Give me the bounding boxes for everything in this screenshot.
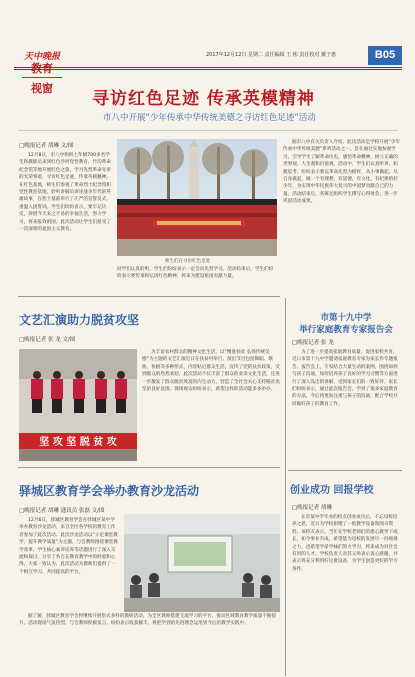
article2-text: 为丰富农村群众的精神文化生活，以“精准扶贫 弘扬传统美德”为主题的文艺汇演近日在扶贫村举行。演出节目包括舞蹈、歌曲、快板等多种形式，内容贴近群众生活，宣传了党的扶贫政策，受到群众的热烈欢迎。此次活动不仅丰富了群众的业余文化生活，还进一步激发了群众脱贫致富的内生动力，营造了全社会关心支持脱贫攻坚的良好氛围。现场观众纷纷表示，希望这样的活动能多多举办。 [142, 350, 280, 393]
section-badge-line1: 教育 [31, 62, 53, 75]
article1-photo [117, 139, 277, 256]
article1-headline: 寻访红色足迹 传承英模精神 [92, 89, 315, 109]
article1-subhead: 市八中开展“少年传承中华传统美德之寻访红色足迹”活动 [103, 113, 316, 123]
article1-photo-caption: 师生们在寻访红色足迹 [165, 259, 210, 264]
masthead [14, 46, 402, 65]
divider [18, 296, 280, 297]
article2-headline: 文艺汇演助力脱贫攻坚 [19, 313, 140, 327]
article1-col1: 12月8日，市八中组织七年级700多名学生和教职员来到红色沙河党性教育、竹沟革命纪念馆等地开展红色之旅，学习先烈革命先辈的光荣事迹，寻访红色足迹，传承英模精神。在红色基地，师生们参观了革命烈士纪念馆和党性教育基地，聆听讲解员讲述战争年代的英雄故事，在烈士墓前举行了庄严的宣誓仪式，重温入团誓词。学生们纷纷表示，要牢记历史，珍惜今天来之不易的幸福生活，努力学习，将来报效祖国。此次活动让学生们接受了一次深刻的爱国主义教育。 [19, 153, 111, 233]
article3-photo-image [124, 514, 280, 612]
divider [18, 130, 398, 131]
article1-byline: □晚报记者 胡琳 文/图 [19, 143, 74, 149]
sidebar2-byline: □晚报记者 胡琳 [292, 505, 332, 511]
sidebar2-headline: 创业成功 回报学校 [290, 485, 374, 496]
article2-byline: □晚报记者 张 龙 文/图 [19, 337, 76, 343]
sidebar2-text: 在市某中学毕业的校友创业成功后，不忘母校培养之恩，近日为学校捐赠了一批教学设备和图书资料。该校友表示，当年在学校老师们的悉心教导下成长，如今事业有成，希望能为母校的发展尽一份绵薄之力，也希望学弟学妹们努力学习，将来成为对社会有用的人才。学校负责人对其义举表示衷心感谢，并表示将充分利用好这批设备，为学生创造更好的学习条件。 [292, 515, 398, 572]
issue-line: 2017年12月12日 星期二 责任编辑 王 彬 责任校对 戴子惠 [206, 52, 336, 58]
article2-photo-image [19, 349, 137, 461]
column-divider [285, 298, 286, 676]
top-rule-2 [14, 69, 402, 70]
article3-photo [124, 514, 280, 612]
article3-col1: 12月6日，驿城区教育学会在驿城区某中学举办教育沙龙活动，来自全区各学校的教育工作者参加了此次活动。此次沙龙活动以“立足课堂教学，提升教学质量”为主题，与会教师围绕课堂教学改革、学生核心素养培养等话题进行了深入交流和探讨，分享了各自在教育教学中的经验和心得。大家一致认为，此次活动为教师们提供了一个相互学习、共同提高的平台。 [19, 518, 118, 575]
article1-under-photo: 同学们认真聆听，学生们纷纷表示一定会向先烈学习。活动结束后，学生们纷纷表示要传承和弘扬红色精神，将来为建设祖国贡献力量。 [117, 267, 274, 280]
sidebar1-headline-line2: 举行家庭教育专家报告会 [299, 325, 393, 335]
article2-banner: 坚 攻 坚 脱 贫 攻 [39, 437, 117, 448]
article2-photo [19, 349, 137, 461]
divider [288, 470, 402, 471]
article3-byline: □晚报记者 胡琳 通讯员 张磊 文/图 [19, 508, 105, 514]
page-code: B05 [368, 46, 402, 65]
divider [18, 467, 280, 468]
article1-col4: 据市八中有关负责人介绍，此次活动是学校开展“少年传承中华传统美德”系列活动之一，旨在通过实地参观学习，引导学生了解革命历史，感悟革命精神，树立正确的世界观、人生观和价值观。活动中，学生们认真听讲，积极思考，纷纷表示要以革命先烈为榜样，从小事做起，从自身做起，做一个有理想、有道德、有文化、有纪律的好少年，为实现中华民族伟大复兴的中国梦贡献自己的力量。活动结束后，各班还组织学生撰写心得体会，进一步巩固活动成果。 [283, 140, 401, 205]
section-badge-divider [22, 77, 62, 78]
section-badge-line2: 视窗 [31, 82, 53, 95]
article3-headline: 驿城区教育学会举办教育沙龙活动 [19, 484, 200, 498]
sidebar1-text: 为了进一步提高家庭教育质量，促进家校共育，近日市第十九中学邀请家庭教育专家为家长作专题报告。报告会上，专家结合大量生动的案例，围绕如何与孩子沟通、如何培养孩子良好的学习习惯等方面进行了深入浅出的讲解，受到家长们的一致好评。家长们纷纷表示，通过此次报告会，学到了很多家庭教育的方法，今后将更加注重与孩子的沟通，配合学校共同做好孩子的教育工作。 [292, 350, 398, 407]
top-rule [14, 67, 402, 68]
article1-photo-image [117, 139, 277, 256]
paper-name: 天中晚报 [24, 52, 61, 62]
sidebar1-byline: □晚报记者 张 龙 [292, 340, 334, 346]
article3-col2: 据了解，驿城区教育学会将继续开展形式多样的教研活动，为全区教师搭建交流学习的平台，推动区域教育教学质量不断提升。活动现场气氛热烈，与会教师积极发言，纷纷表示收获颇丰，将把学到的先进理念运用到今后的教学实践中。 [19, 614, 277, 627]
sidebar1-headline-line1: 市第十九中学 [320, 313, 372, 323]
